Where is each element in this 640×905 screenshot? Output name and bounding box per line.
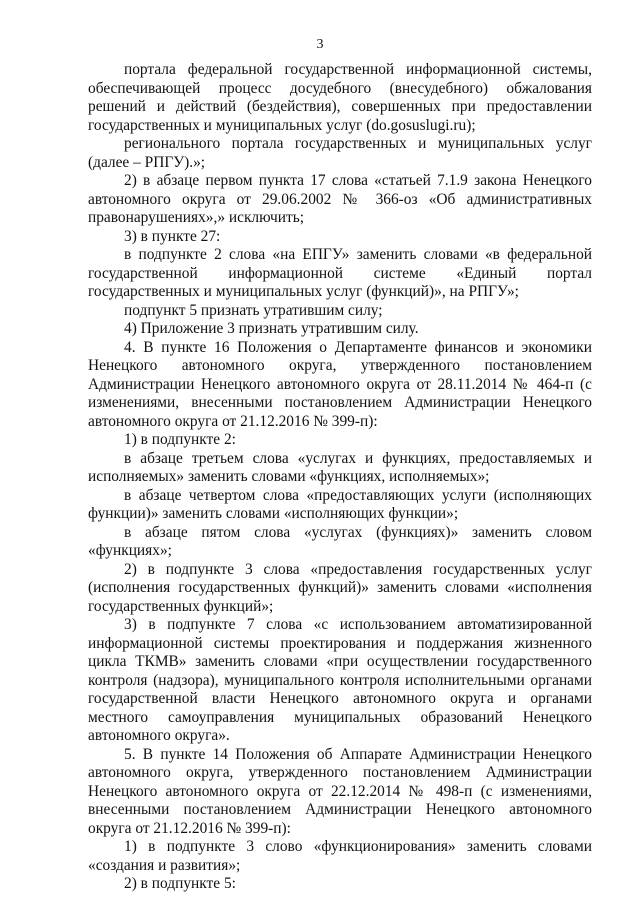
paragraph: в абзаце четвертом слова «предоставляющих услуги (исполняющих функции)» заменить словами «исполняющих функции»; (88, 486, 592, 522)
paragraph: 3) в пункте 27: (124, 227, 221, 245)
paragraph: в подпункте 2 слова «на ЕПГУ» заменить словами «в федеральной государственной информационной системе «Единый портал государственных и муниципальных услуг (функций)», на РПГУ»; (88, 246, 592, 300)
paragraph: 5. В пункте 14 Положения об Аппарате Администрации Ненецкого автономного округа, утвержденного постановлением Администрации Ненецкого автономного округа от 22.12.2014 № 498-п (с изменениями, внесенными постановлением Администрации Ненецкого автономного округа от 21.12.2016 № 399-п): (88, 745, 592, 837)
paragraph: в абзаце пятом слова «услугах (функциях)» заменить словом «функциях»; (88, 523, 592, 559)
paragraph: 2) в подпункте 5: (124, 875, 236, 892)
paragraph: 4) Приложение 3 признать утратившим силу. (124, 320, 419, 337)
paragraph: 3) в подпункте 7 слова «с использованием автоматизированной информационной системы проектирования и поддержания жизненного цикла ТКМВ» заменить словами «при осуществлении государственного контроля (надзора), муниципального контроля исполнительными органами государственной власти Ненецкого автономного округа и органами местного самоуправления муниципальных образований Ненецкого автономного округа». (88, 616, 592, 744)
paragraph: 2) в абзаце первом пункта 17 слова «статьей 7.1.9 закона Ненецкого автономного округа от 29.06.2002 № 366-оз «Об административных правонарушениях»,» исключить; (88, 172, 592, 226)
page-number: 3 (316, 37, 324, 52)
paragraph: в абзаце третьем слова «услугах и функциях, предоставляемых и исполняемых» заменить словами «функциях, исполняемых»; (88, 449, 592, 485)
paragraph: портала федеральной государственной информационной системы, обеспечивающей процесс досудебного (внесудебного) обжалования решений и действий (бездействия), совершенных при предоставлении государственных и муниципальных услуг (do.gosuslugi.ru); (88, 61, 592, 134)
paragraph: регионального портала государственных и муниципальных услуг (далее – РПГУ).»; (88, 135, 592, 171)
document-body (88, 61, 592, 894)
paragraph: 4. В пункте 16 Положения о Департаменте финансов и экономики Ненецкого автономного округа, утвержденного постановлением Администрации Ненецкого автономного округа от 28.11.2014 № 464-п (с изменениями, внесенными постановлением Администрации Ненецкого автономного округа от 21.12.2016 № 399-п): (88, 338, 592, 430)
paragraph: подпункт 5 признать утратившим силу; (124, 301, 383, 319)
paragraph: 1) в подпункте 3 слово «функционирования» заменить словами «создания и развития»; (88, 838, 592, 874)
paragraph: 2) в подпункте 3 слова «предоставления государственных услуг (исполнения государственных функций)» заменить словами «исполнения государственных функций»; (88, 560, 592, 615)
paragraph: 1) в подпункте 2: (124, 431, 236, 448)
